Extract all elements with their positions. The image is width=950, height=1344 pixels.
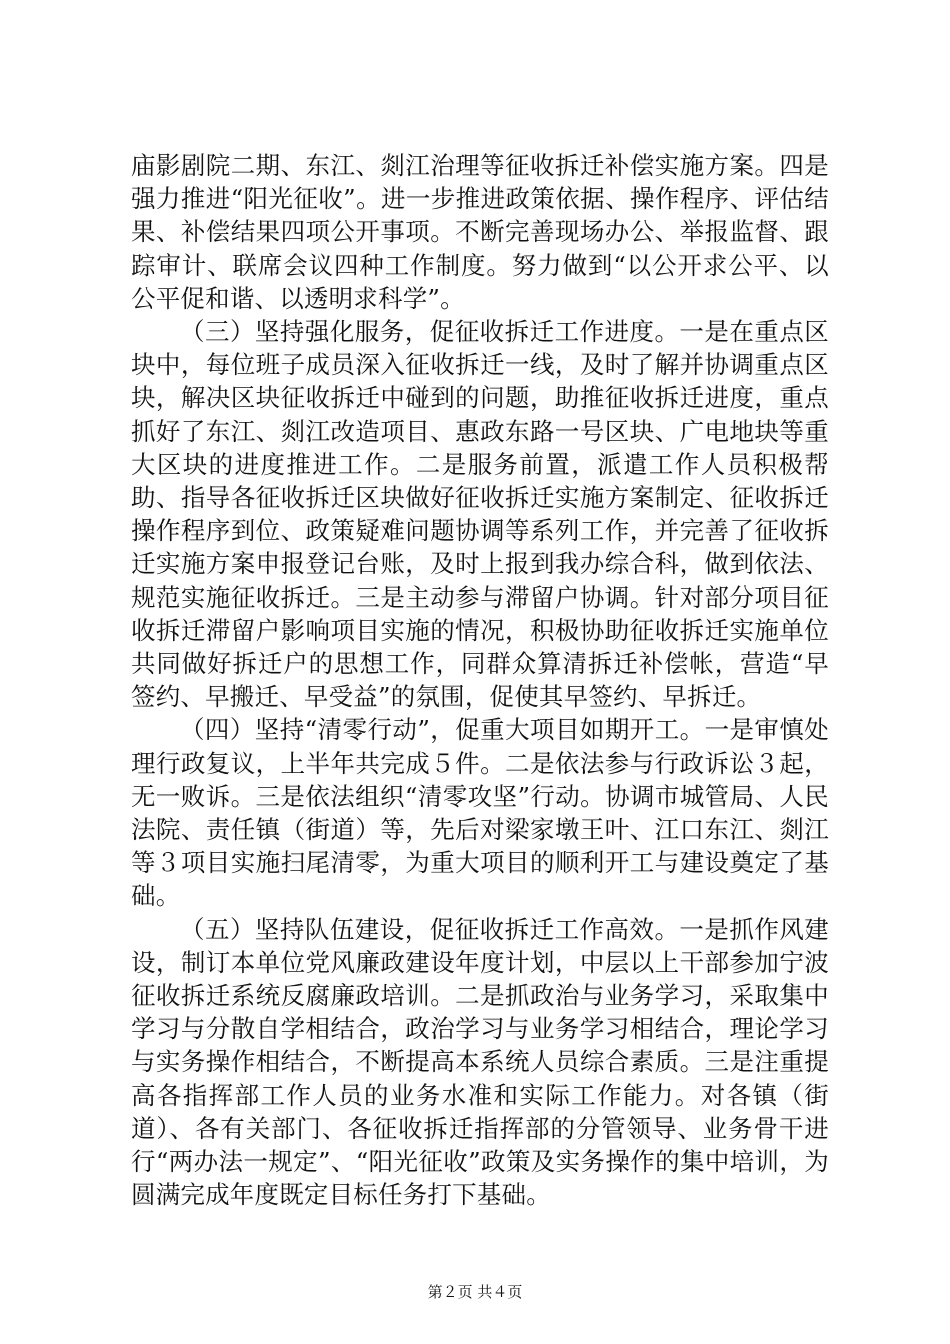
page-footer: [0, 1282, 950, 1302]
paragraph-section-3: （三）坚持强化服务，促征收拆迁工作进度。一是在重点区块中，每位班子成员深入征收拆迁一线，及时了解并协调重点区块，解决区块征收拆迁中碰到的问题，助推征收拆迁进度，重点抓好了东江、剡江改造项目、惠政东路一号区块、广电地块等重大区块的进度推进工作。二是服务前置，派遣工作人员积极帮助、指导各征收拆迁区块做好征收拆迁实施方案制定、征收拆迁操作程序到位、政策疑难问题协调等系列工作，并完善了征收拆迁实施方案申报登记台账，及时上报到我办综合科，做到依法、规范实施征收拆迁。三是主动参与滞留户协调。针对部分项目征收拆迁滞留户影响项目实施的情况，积极协助征收拆迁实施单位共同做好拆迁户的思想工作，同群众算清拆迁补偿帐，营造“早签约、早搬迁、早受益”的氛围，促使其早签约、早拆迁。: [131, 317, 829, 712]
document-body: [131, 149, 829, 1212]
paragraph-section-4: （四）坚持“清零行动”，促重大项目如期开工。一是审慎处理行政复议，上半年共完成５件。二是依法参与行政诉讼３起，无一败诉。三是依法组织“清零攻坚”行动。协调市城管局、人民法院、责任镇（街道）等，先后对梁家墩王叶、江口东江、剡江等３项目实施扫尾清零，为重大项目的顺利开工与建设奠定了基础。: [131, 715, 829, 911]
paragraph-section-5: （五）坚持队伍建设，促征收拆迁工作高效。一是抓作风建设，制订本单位党风廉政建设年度计划，中层以上干部参加宁波征收拆迁系统反腐廉政培训。二是抓政治与业务学习，采取集中学习与分散自学相结合，政治学习与业务学习相结合，理论学习与实务操作相结合，不断提高本系统人员综合素质。三是注重提高各指挥部工作人员的业务水准和实际工作能力。对各镇（街道）、各有关部门、各征收拆迁指挥部的分管领导、业务骨干进行“两办法一规定”、“阳光征收”政策及实务操作的集中培训，为圆满完成年度既定目标任务打下基础。: [131, 914, 829, 1210]
page-number: 第２页 共４页: [427, 1283, 523, 1301]
paragraph-continuation: 庙影剧院二期、东江、剡江治理等征收拆迁补偿实施方案。四是强力推进“阳光征收”。进一步推进政策依据、操作程序、评估结果、补偿结果四项公开事项。不断完善现场办公、举报监督、跟踪审计、联席会议四种工作制度。努力做到“以公开求公平、以公平促和谐、以透明求科学”。: [131, 151, 829, 313]
